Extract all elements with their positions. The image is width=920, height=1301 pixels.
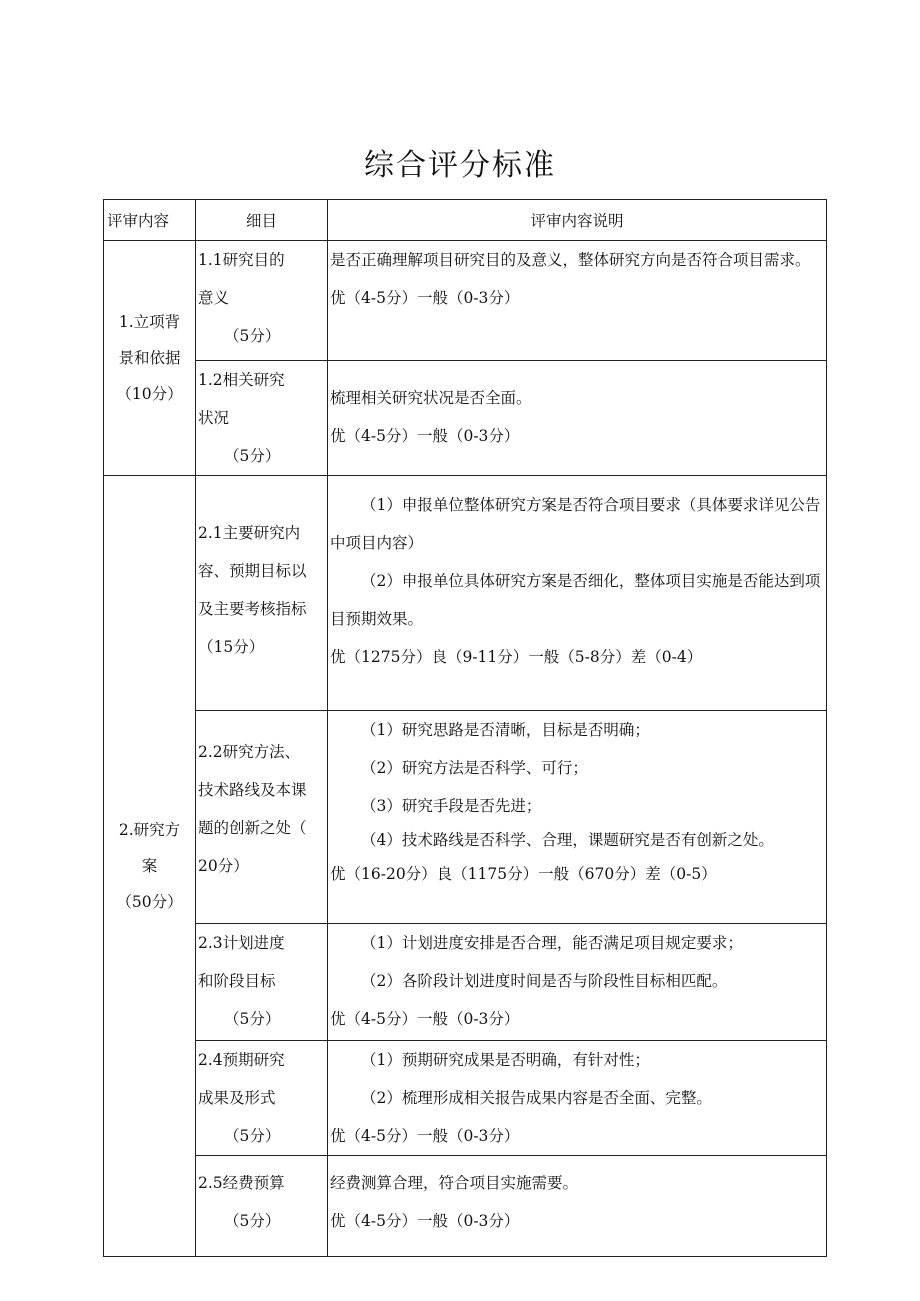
sub-item-cell: 1.1研究目的 意义 （5分） — [196, 241, 328, 361]
sub-item-score: （5分） — [224, 1127, 281, 1145]
sub-item-cell: 2.4预期研究 成果及形式 （5分） — [196, 1041, 328, 1156]
category-cell: 1.立项背 景和依据 （10分） — [104, 241, 196, 476]
grade-line: 优（1275分）良（9-11分）一般（5-8分）差（0-4） — [330, 648, 703, 666]
grade-line: 优（4-5分）一般（0-3分） — [330, 1010, 520, 1028]
table-row — [104, 924, 827, 1041]
sub-item-score: （5分） — [224, 327, 281, 345]
table-row — [104, 361, 827, 476]
header-review-content: 评审内容 — [104, 200, 196, 241]
grade-line: 优（4-5分）一般（0-3分） — [330, 289, 520, 307]
description-cell: 经费测算合理，符合项目实施需要。 优（4-5分）一般（0-3分） — [328, 1156, 827, 1257]
grade-line: 优（4-5分）一般（0-3分） — [330, 1212, 520, 1230]
description-cell: （1）研究思路是否清晰，目标是否明确； （2）研究方法是否科学、可行； （3）研究手段是否先进； （4）技术路线是否科学、合理，课题研究是否有创新之处。 优（16-20分）良（1175分）一般（670分）差（0-5） — [328, 711, 827, 924]
description-cell: 梳理相关研究状况是否全面。 优（4-5分）一般（0-3分） — [328, 361, 827, 476]
description-cell: （1）预期研究成果是否明确，有针对性； （2）梳理形成相关报告成果内容是否全面、完整。 优（4-5分）一般（0-3分） — [328, 1041, 827, 1156]
table-row — [104, 1156, 827, 1257]
grade-line: 优（4-5分）一般（0-3分） — [330, 427, 520, 445]
description-cell: （1）申报单位整体研究方案是否符合项目要求（具体要求详见公告中项目内容） （2）申报单位具体研究方案是否细化，整体项目实施是否能达到项目预期效果。 优（1275分）良（9-11分）一般（5-8分）差（0-4） — [328, 476, 827, 711]
sub-item-cell: 1.2相关研究 状况 （5分） — [196, 361, 328, 476]
sub-item-score: （5分） — [224, 1212, 281, 1230]
description-cell: 是否正确理解项目研究目的及意义，整体研究方向是否符合项目需求。 优（4-5分）一般（0-3分） — [328, 241, 827, 361]
sub-item-cell: 2.1主要研究内 容、预期目标以 及主要考核指标 （15分） — [196, 476, 328, 711]
sub-item-cell: 2.2研究方法、 技术路线及本课 题的创新之处（ 20分） — [196, 711, 328, 924]
grade-line: 优（16-20分）良（1175分）一般（670分）差（0-5） — [330, 865, 717, 883]
table-row — [104, 711, 827, 924]
sub-item-cell: 2.3计划进度 和阶段目标 （5分） — [196, 924, 328, 1041]
sub-item-score: （5分） — [224, 447, 281, 465]
table-header-row — [104, 200, 827, 241]
sub-item-score: （5分） — [224, 1010, 281, 1028]
description-cell: （1）计划进度安排是否合理，能否满足项目规定要求； （2）各阶段计划进度时间是否与阶段性目标相匹配。 优（4-5分）一般（0-3分） — [328, 924, 827, 1041]
table-row — [104, 241, 827, 361]
table-row — [104, 476, 827, 711]
scoring-table — [103, 199, 827, 1257]
header-item: 细目 — [196, 200, 328, 241]
grade-line: 优（4-5分）一般（0-3分） — [330, 1127, 520, 1145]
sub-item-cell: 2.5经费预算 （5分） — [196, 1156, 328, 1257]
table-row — [104, 1041, 827, 1156]
page-title: 综合评分标准 — [364, 148, 556, 183]
header-description: 评审内容说明 — [328, 200, 827, 241]
category-cell: 2.研究方 案 （50分） — [104, 476, 196, 1257]
